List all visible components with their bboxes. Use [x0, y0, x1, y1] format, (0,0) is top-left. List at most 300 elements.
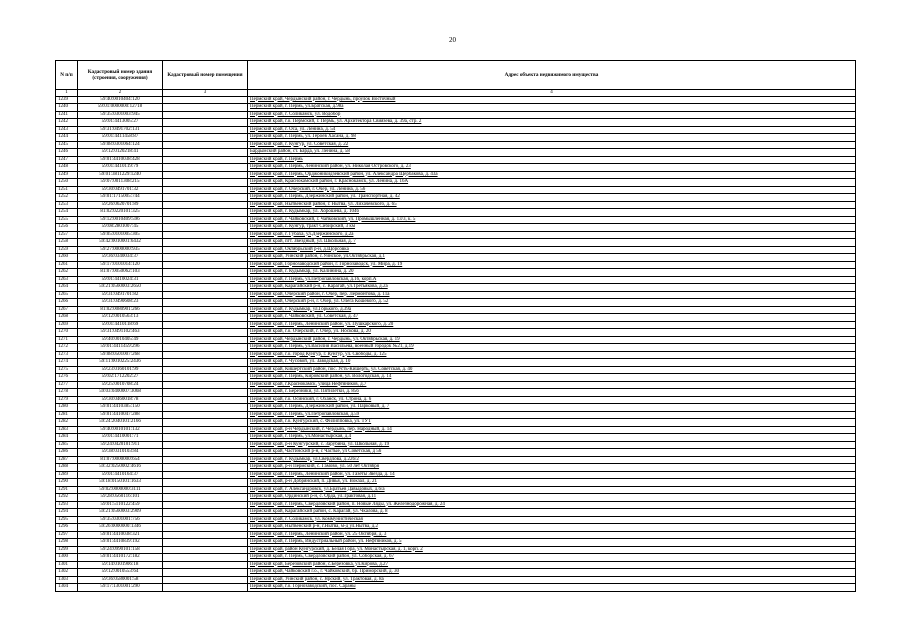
- address: Пермский край, г. Кудымкар, ул. Калинина, д. 20: [248, 269, 856, 277]
- table-row: [56, 456, 856, 464]
- table-row: [56, 419, 856, 427]
- table-row: [56, 254, 856, 262]
- row-number: 1275: [56, 366, 78, 374]
- cadastral-number: 59:32:0250002:4616: [78, 464, 163, 472]
- cadastral-number: 59:01:4410047:288: [78, 411, 163, 419]
- address: Пермский край, Уинский район, с.Уинское, ул.Октябрьская, д.1: [248, 254, 856, 262]
- room-number: [163, 141, 248, 149]
- cadastral-number: 59:21:0560003:2909: [78, 509, 163, 517]
- cadastral-number: 59:24:2040101:2166: [78, 419, 163, 427]
- column-number: 4: [248, 90, 856, 97]
- cadastral-number: 59:38:0310103:84: [78, 449, 163, 457]
- address: Пермский край, г. Чусовой, ул. Заводская, д. 10: [248, 359, 856, 367]
- row-number: 1295: [56, 516, 78, 524]
- room-number: [163, 111, 248, 119]
- room-number: [163, 216, 248, 224]
- table-row: [56, 471, 856, 479]
- table-row: [56, 186, 856, 194]
- room-number: [163, 269, 248, 277]
- table-row: [56, 126, 856, 134]
- room-number: [163, 156, 248, 164]
- table-row: [56, 366, 856, 374]
- table-row: [56, 479, 856, 487]
- table-row: [56, 299, 856, 307]
- table-row: [56, 156, 856, 164]
- address: Пермский край, г. Пермь, Орджоникидзевский район, ул. Александра Щербакова, д. 43а: [248, 171, 856, 179]
- cadastral-number: 59:01:3811229:1240: [78, 171, 163, 179]
- address: Пермский край, Нытвенский район, г. Нытва, ул. Лихачёвского, д. 65: [248, 201, 856, 209]
- table-row: [56, 179, 856, 187]
- row-number: 1282: [56, 419, 78, 427]
- room-number: [163, 539, 248, 547]
- address: Пермский край, г. Оса, ул. Ленина, д. 54: [248, 126, 856, 134]
- room-number: [163, 404, 248, 412]
- address: Пермский край, г.о. Кунгурский, с. Филипповка, ул. ТУТ: [248, 419, 856, 427]
- address: Пермский край, Кишертский район, пос. Усть-Кишерть, ул. Советская, д. 40: [248, 366, 856, 374]
- address: Пермский край, г. Березники, ул. Пятилетки, д. 85б: [248, 389, 856, 397]
- table-row: [56, 494, 856, 502]
- address: Пермский край, Чердынский район, г. Чердынь, проулок Восточный: [248, 96, 856, 104]
- address: Пермский край, г.о. Пермский, г. Пермь, ул. Архитектора Свиязева, д. 39а, стр. 2: [248, 119, 856, 127]
- room-number: [163, 164, 248, 172]
- table-row: [56, 389, 856, 397]
- table-row: [56, 141, 856, 149]
- row-number: 1285: [56, 441, 78, 449]
- address: Пермский край, г. Пермь, ул.Петропавловская, д.59: [248, 411, 856, 419]
- row-number: 1291: [56, 486, 78, 494]
- header-row: [56, 61, 856, 90]
- room-number: [163, 524, 248, 532]
- room-number: [163, 396, 248, 404]
- row-number: 1253: [56, 201, 78, 209]
- table-row: [56, 329, 856, 337]
- room-number: [163, 239, 248, 247]
- table-row: [56, 306, 856, 314]
- row-number: 1248: [56, 164, 78, 172]
- address: Пермский край, Березовский район, с.Березовка, ул.Кирова, д.27: [248, 561, 856, 569]
- room-number: [163, 501, 248, 509]
- cadastral-number: 59:35:0301001:756: [78, 516, 163, 524]
- room-number: [163, 314, 248, 322]
- table-row: [56, 201, 856, 209]
- row-number: 1262: [56, 269, 78, 277]
- table-row: [56, 501, 856, 509]
- address: Пермский край, г.о. Очерский, г. Очер, ул. Носкова, д. 20: [248, 329, 856, 337]
- cadastral-number: 59:26:0000000:1346: [78, 524, 163, 532]
- address: Пермский край, г.о. город Кунгур, г. Кунгур, ул. Свободы, д. 125: [248, 351, 856, 359]
- cadastral-number: 59:01:5110122:459: [78, 501, 163, 509]
- table-row: [56, 359, 856, 367]
- room-number: [163, 494, 248, 502]
- cadastral-number: 81:02:0080901:266: [78, 306, 163, 314]
- room-number: [163, 554, 248, 562]
- table-row: [56, 291, 856, 299]
- cadastral-number: 59:01:4410119:79: [78, 164, 163, 172]
- room-number: [163, 321, 248, 329]
- row-number: 1276: [56, 374, 78, 382]
- address: Пермский край, Чайковский г.о., г. Чайковский, бр. Приморский, д. 30: [248, 569, 856, 577]
- row-number: 1271: [56, 336, 78, 344]
- table-row: [56, 351, 856, 359]
- room-number: [163, 209, 248, 217]
- page-number: 20: [449, 36, 456, 44]
- row-number: 1301: [56, 561, 78, 569]
- table-row: [56, 96, 856, 104]
- row-number: 1279: [56, 396, 78, 404]
- room-number: [163, 134, 248, 142]
- table-body: [56, 96, 856, 591]
- row-number: 1241: [56, 111, 78, 119]
- table-row: [56, 231, 856, 239]
- address: Пермский край, Очерский район, г. Очер, пер. Лермонтова, д. 11а: [248, 291, 856, 299]
- table-row: [56, 261, 856, 269]
- room-number: [163, 284, 248, 292]
- address: Пермский край, г. Пермь, Дзержинский район, ул. Парковый, д. 7: [248, 404, 856, 412]
- address: Пермский край, р-н Добрянский, п. Дивья, ул. Вокзал, д. 21: [248, 479, 856, 487]
- address: Пермский край, г. Пермь, Кировский район, ул. Вологодская, д. 14: [248, 374, 856, 382]
- address: Пермский край, г.о. Осинский, г. Оханск, ул. Строна, д. 6: [248, 396, 856, 404]
- address: Пермский край, Карагайский р-н, с. Карагай, ул.Третьякова, д.2а: [248, 284, 856, 292]
- table-row: [56, 569, 856, 577]
- cadastral-number: 59:27:0000000:935: [78, 246, 163, 254]
- cadastral-number: 59:02:1712202:27: [78, 374, 163, 382]
- address: Пермский край, Нытвенский р-н, г.Нытва, м-д ул.Нытва, д.2: [248, 524, 856, 532]
- room-number: [163, 201, 248, 209]
- address: Пермский край, г. Пермь, ул.Василия Васильева, военный городок №21, д.19: [248, 344, 856, 352]
- row-number: 1240: [56, 104, 78, 112]
- cadastral-number: 59:31:0491701:82: [78, 291, 163, 299]
- table-row: [56, 486, 856, 494]
- cadastral-number: 59:07:0011308:215: [78, 179, 163, 187]
- room-number: [163, 299, 248, 307]
- cadastral-number: 59:24:0420101:911: [78, 441, 163, 449]
- address: Пермский край, г. Пермь, Свердловский район, п. Новые Ляды, ул. Железнодорожная, д. 24: [248, 501, 856, 509]
- cadastral-number: 59:31:0491102:463: [78, 329, 163, 337]
- cadastral-number: 81:02:0220101:325: [78, 209, 163, 217]
- row-number: 1292: [56, 494, 78, 502]
- address: Пермский край, г. Чайковский, ул. Советская, д. 47: [248, 314, 856, 322]
- row-number: 1254: [56, 209, 78, 217]
- address: Пермский край, г. Чайковский, г. Чайковский, ул. Промышленная, д. 13/3, к. 5: [248, 216, 856, 224]
- row-number: 1243: [56, 126, 78, 134]
- room-number: [163, 126, 248, 134]
- table-row: [56, 104, 856, 112]
- cadastral-number: 59:02:0000000:3111: [78, 486, 163, 494]
- room-number: [163, 426, 248, 434]
- row-number: 1249: [56, 171, 78, 179]
- row-number: 1303: [56, 576, 78, 584]
- room-number: [163, 254, 248, 262]
- cadastral-number: 59:36:0340034:37: [78, 254, 163, 262]
- header-cadastral-room: Кадастровый номер помещения: [163, 61, 248, 90]
- room-number: [163, 351, 248, 359]
- row-number: 1302: [56, 569, 78, 577]
- room-number: [163, 359, 248, 367]
- table-row: [56, 194, 856, 202]
- room-number: [163, 291, 248, 299]
- table-row: [56, 546, 856, 554]
- address: Пермский край, район Кунгурский, д. Белая Гора, ул. Монастырская, д. 1, корп. 2: [248, 546, 856, 554]
- row-number: 1299: [56, 546, 78, 554]
- table-row: [56, 554, 856, 562]
- room-number: [163, 516, 248, 524]
- address: Пермский край, Горнозаводский район, г. Горнозаводск, ул. Мира, д. 19: [248, 261, 856, 269]
- row-number: 1290: [56, 479, 78, 487]
- cadastral-number: 59:01:4410038:321: [78, 531, 163, 539]
- table-row: [56, 576, 856, 584]
- row-number: 1252: [56, 194, 78, 202]
- address: Пермский край, Частинский р-н, с Частые, ул Советская, д 56: [248, 449, 856, 457]
- table-row: [56, 449, 856, 457]
- table-row: [56, 404, 856, 412]
- address: Пермский край, г. Пермь, ул.Петропавловская, д.16, корп.А: [248, 276, 856, 284]
- row-number: 1244: [56, 134, 78, 142]
- table-row: [56, 111, 856, 119]
- row-number: 1298: [56, 539, 78, 547]
- row-number: 1293: [56, 501, 78, 509]
- row-number: 1270: [56, 329, 78, 337]
- address: Пермский край, г. Губаха, ул.Дзержинского, д.2а: [248, 231, 856, 239]
- cadastral-number: 81:07:0050062:103: [78, 269, 163, 277]
- room-number: [163, 389, 248, 397]
- address: Пермский край, г. Пермь, Индустриальный район, ул. Нефтяников, д. 5: [248, 539, 856, 547]
- cadastral-number: 59:12:0010563:13: [78, 314, 163, 322]
- header-address: Адрес объекта недвижимого имущества: [248, 61, 856, 90]
- table-row: [56, 396, 856, 404]
- address: Пермский край, Очерский р-н, г. Очер, ул. Олега Кошевого, д. 52: [248, 299, 856, 307]
- address: Пермский край, г. Кудымкар, ул.Свердлова, д.22б/2: [248, 456, 856, 464]
- row-number: 1258: [56, 239, 78, 247]
- room-number: [163, 224, 248, 232]
- cadastral-number: 59:25:0010708:24: [78, 381, 163, 389]
- address: Пермский край, г. Пермь, ул. Героев Хасана, д. 98: [248, 134, 856, 142]
- row-number: 1281: [56, 411, 78, 419]
- cadastral-number: 59:11:0010225:2436: [78, 359, 163, 367]
- address: Пермский край, г. Пермь, Ленинский район, ул. Пушкарского, д. 20: [248, 321, 856, 329]
- cadastral-number: 59:01:4413005:27: [78, 119, 163, 127]
- room-number: [163, 434, 248, 442]
- table-row: [56, 374, 856, 382]
- row-number: 1256: [56, 224, 78, 232]
- row-number: 1246: [56, 149, 78, 157]
- row-number: 1297: [56, 531, 78, 539]
- cadastral-number: 59:08:0501007:268: [78, 351, 163, 359]
- address: Пермский край, г. Пермь, Свердловский район, ул. Соборская, д. 67: [248, 554, 856, 562]
- address: Пермский край, г. Пермь, Дзержинский район, ул. Транспортная, д. 42: [248, 194, 856, 202]
- cadastral-number: 59:40:0010101:132: [78, 426, 163, 434]
- table-row: [56, 276, 856, 284]
- row-number: 1278: [56, 389, 78, 397]
- room-number: [163, 471, 248, 479]
- cadastral-number: 59:18:0150101:1633: [78, 479, 163, 487]
- room-number: [163, 186, 248, 194]
- table-row: [56, 584, 856, 592]
- address: Пермский край, г. Пермь: [248, 156, 856, 164]
- room-number: [163, 486, 248, 494]
- row-number: 1261: [56, 261, 78, 269]
- cadastral-number: 59:26:0620701:89: [78, 201, 163, 209]
- row-number: 1264: [56, 284, 78, 292]
- row-number: 1257: [56, 231, 78, 239]
- room-number: [163, 419, 248, 427]
- cadastral-number: 59:01:4410024:31: [78, 276, 163, 284]
- row-number: 1277: [56, 381, 78, 389]
- address: Пермский край, г. Пермь, Ленинский район, ул. Николая Островского, д. 23: [248, 164, 856, 172]
- table-row: [56, 516, 856, 524]
- address: Пермский край, г.о. Горнозаводский, пос. Сараны: [248, 584, 856, 592]
- table-row: [56, 134, 856, 142]
- table-row: [56, 119, 856, 127]
- row-number: 1263: [56, 276, 78, 284]
- cadastral-number: 59:40:0010404:120: [78, 96, 163, 104]
- cadastral-number: 59:01:4410118:69: [78, 321, 163, 329]
- room-number: [163, 171, 248, 179]
- address: Пермский край, Чердынский район, г. Чердынь, ул. Октябрьская, д. 19: [248, 336, 856, 344]
- row-number: 1269: [56, 321, 78, 329]
- address: Пермский край, г. Пермь, Ленинский район, ул. Газеты Звезда, д. 14: [248, 471, 856, 479]
- address: Пермский край, Краснокамский район, г. Краснокамск, ул. Ленина, д. 16А: [248, 179, 856, 187]
- cadastral-number: 81:07:0000000:654: [78, 456, 163, 464]
- address: Пермский край, г. Очерский, г. Очер, ул. Ленина, д. 56: [248, 186, 856, 194]
- room-number: [163, 119, 248, 127]
- table-row: [56, 239, 856, 247]
- row-number: 1266: [56, 299, 78, 307]
- table-row: [56, 539, 856, 547]
- cadastral-number: 59:01:4411459:296: [78, 344, 163, 352]
- row-number: 1259: [56, 246, 78, 254]
- table-row: [56, 509, 856, 517]
- room-number: [163, 246, 248, 254]
- room-number: [163, 441, 248, 449]
- room-number: [163, 584, 248, 592]
- address: Пермский край, г. Пермь, ул.Монастырская, д.4: [248, 434, 856, 442]
- address: Пермский край, г. Кунгур, тракт Сибирский, 3 км: [248, 224, 856, 232]
- table-row: [56, 269, 856, 277]
- cadastral-number: 59:35:0301003:945: [78, 111, 163, 119]
- cadastral-number: 59:30:0491701:32: [78, 186, 163, 194]
- room-number: [163, 306, 248, 314]
- address: Пермский край, Карагайский район, с. Карагай, ул. Чкалова, д. 8: [248, 509, 856, 517]
- row-number: 1272: [56, 344, 78, 352]
- cadastral-number: 59:01:4410001:71: [78, 434, 163, 442]
- row-number: 1265: [56, 291, 78, 299]
- cadastral-number: 59:42:0010001:6432: [78, 239, 163, 247]
- table-row: [56, 531, 856, 539]
- cadastral-number: 59:24:0990101:158: [78, 546, 163, 554]
- row-number: 1247: [56, 156, 78, 164]
- cadastral-number: 59:31:0491702:131: [78, 126, 163, 134]
- address: Пермский край, р-н Кунгурский, с. Зарубина, ул. Школьная, д. 19: [248, 441, 856, 449]
- cadastral-number: 59:01:1715005:744: [78, 194, 163, 202]
- room-number: [163, 149, 248, 157]
- table-row: [56, 164, 856, 172]
- cadastral-number: 59:01:4410038:428: [78, 156, 163, 164]
- room-number: [163, 449, 248, 457]
- row-number: 1289: [56, 471, 78, 479]
- address: Пермский край, г.Краснокамск, улица Нефтяников, д.7: [248, 381, 856, 389]
- cadastral-number: 59:28:0560116:101: [78, 494, 163, 502]
- column-number: 3: [163, 90, 248, 97]
- table-row: [56, 224, 856, 232]
- cadastral-number: 59:31:0490608:23: [78, 299, 163, 307]
- room-number: [163, 411, 248, 419]
- room-number: [163, 569, 248, 577]
- cadastral-number: 59:14:0101906:18: [78, 561, 163, 569]
- table-row: [56, 434, 856, 442]
- room-number: [163, 464, 248, 472]
- cadastral-number: 59:01:4410839:192: [78, 539, 163, 547]
- cadastral-number: 59:08:2801007:45: [78, 224, 163, 232]
- room-number: [163, 179, 248, 187]
- room-number: [163, 336, 248, 344]
- address: Пермский край, Уинский район, с. Ярский, ул. Трактовая, д. 8а: [248, 576, 856, 584]
- row-number: 1267: [56, 306, 78, 314]
- table-row: [56, 246, 856, 254]
- room-number: [163, 509, 248, 517]
- row-number: 1287: [56, 456, 78, 464]
- cadastral-number: 59:40:0010405:49: [78, 336, 163, 344]
- table-row: [56, 314, 856, 322]
- row-number: 1242: [56, 119, 78, 127]
- row-number: 1251: [56, 186, 78, 194]
- table-row: [56, 411, 856, 419]
- row-number: 1280: [56, 404, 78, 412]
- row-number: 1260: [56, 254, 78, 262]
- cadastral-number: 59:17:1301001:290: [78, 584, 163, 592]
- room-number: [163, 479, 248, 487]
- row-number: 1286: [56, 449, 78, 457]
- address: Пермский край, Октябрьский р-н, д.Щорсовка: [248, 246, 856, 254]
- room-number: [163, 546, 248, 554]
- address: Бардымский район, ст. Барда, ул. Ленина, д. 58: [248, 149, 856, 157]
- room-number: [163, 366, 248, 374]
- address: Пермский край, г. Александровск, ул.Братьев Давыдовых, д.6/а: [248, 486, 856, 494]
- table-row: [56, 441, 856, 449]
- room-number: [163, 329, 248, 337]
- address: Пермский край, г. Кунгур, ул. Советская, д. 22: [248, 141, 856, 149]
- cadastral-number: 59:01:4410172:182: [78, 554, 163, 562]
- row-number: 1283: [56, 426, 78, 434]
- address: Пермский край, г. Кудымкар, ул.Горького, д.39а: [248, 306, 856, 314]
- cadastral-number: 59:08:0301064:124: [78, 141, 163, 149]
- row-number: 1245: [56, 141, 78, 149]
- address: Пермский край, Ординский р-н, с. Орда, ул.Трактовая, д.11: [248, 494, 856, 502]
- room-number: [163, 561, 248, 569]
- row-number: 1250: [56, 179, 78, 187]
- cadastral-number: 59:03:0400007:3068: [78, 389, 163, 397]
- room-number: [163, 104, 248, 112]
- row-number: 1239: [56, 96, 78, 104]
- table-row: [56, 561, 856, 569]
- room-number: [163, 194, 248, 202]
- room-number: [163, 261, 248, 269]
- address: Пермский край, г. Соликамск, ул. Коммунистическая: [248, 516, 856, 524]
- address: Пермский край, г. Пермь, ул.Братская, д.98а: [248, 104, 856, 112]
- cadastral-number: 59:30:0460018:78: [78, 396, 163, 404]
- address: Пермский край, г. Пермь, Ленинский район, ул. 25 Октября, д. 3: [248, 531, 856, 539]
- row-number: 1304: [56, 584, 78, 592]
- cadastral-number: 59:12:0010409:596: [78, 216, 163, 224]
- room-number: [163, 456, 248, 464]
- row-number: 1273: [56, 351, 78, 359]
- room-number: [163, 381, 248, 389]
- table-row: [56, 209, 856, 217]
- table-row: [56, 344, 856, 352]
- room-number: [163, 344, 248, 352]
- cadastral-number: 59:05:0101005:305: [78, 231, 163, 239]
- cadastral-number: 59:12:0120218:41: [78, 149, 163, 157]
- table-row: [56, 524, 856, 532]
